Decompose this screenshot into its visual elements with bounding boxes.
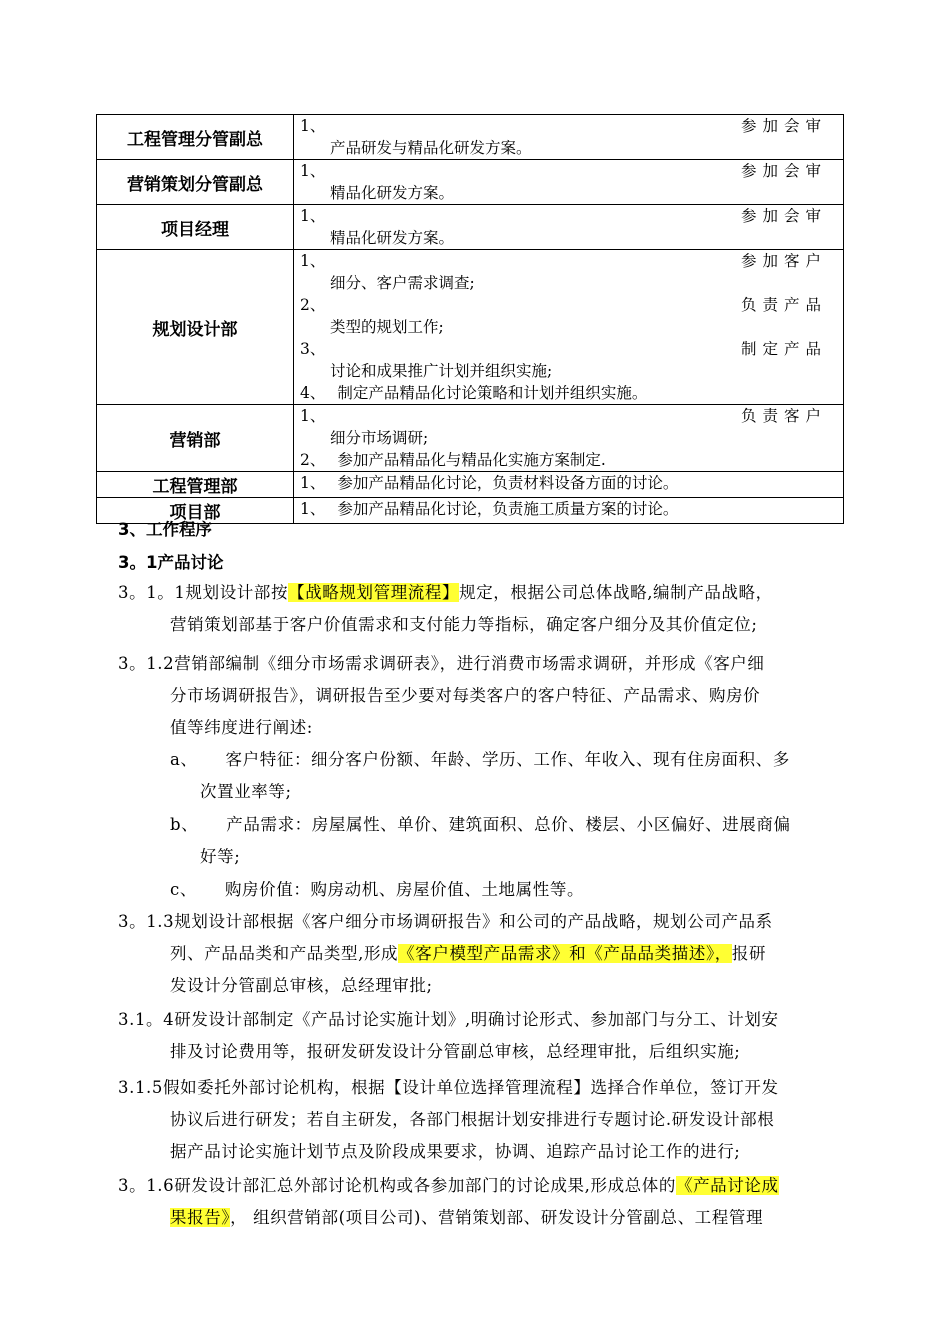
duty-item: 2、 参加产品精品化与精品化实施方案制定. [300,451,606,469]
paragraph-line: 好等; [200,847,241,866]
paragraph-line: 次置业率等; [200,782,292,801]
role-cell: 工程管理分管副总 [97,115,294,160]
paragraph-3-1-4: 3.1。4研发设计部制定《产品讨论实施计划》,明确讨论形式、参加部门与分工、计划安 [118,1010,779,1029]
highlight: 果报告》 [170,1208,231,1227]
duty-item: 1、 参加产品精品化讨论，负责施工质量方案的讨论。 [300,500,679,518]
list-item-a: a、 客户特征：细分客户份额、年龄、学历、工作、年收入、现有住房面积、多 [170,750,790,769]
role-cell: 工程管理部 [97,472,294,498]
subsection-heading: 3。1产品讨论 [118,553,224,572]
paragraph-3-1-5: 3.1.5假如委托外部讨论机构，根据【设计单位选择管理流程】选择合作单位，签订开发 [118,1078,779,1097]
duties-cell [294,205,844,250]
highlight: 《产品讨论成 [675,1176,779,1195]
duties-cell [294,472,844,498]
duty-item: 1、 参加会审 精品化研发方案。 [300,162,827,202]
section-heading: 3、工作程序 [118,520,212,539]
duties-cell [294,498,844,524]
duties-cell [294,160,844,205]
table-row [97,405,844,472]
table-row [97,472,844,498]
paragraph-line: 营销策划部基于客户价值需求和支付能力等指标，确定客户细分及其价值定位; [170,615,758,634]
role-cell: 营销策划分管副总 [97,160,294,205]
table-row [97,250,844,405]
paragraph-3-1-2: 3。1.2营销部编制《细分市场需求调研表》，进行消费市场需求调研，并形成《客户细 [118,654,765,673]
duty-item: 3、 制定产品 讨论和成果推广计划并组织实施; [300,340,827,380]
paragraph-line: 协议后进行研发；若自主研发，各部门根据计划安排进行专题讨论.研发设计部根 [170,1110,775,1129]
paragraph-line: 列、产品品类和产品类型,形成《客户模型产品需求》和《产品品类描述》，报研 [170,944,767,963]
paragraph-3-1-3: 3。1.3规划设计部根据《客户细分市场调研报告》和公司的产品战略，规划公司产品系 [118,912,773,931]
duty-item: 1、 参加客户 细分、客户需求调查; [300,252,827,292]
duty-item: 1、 参加会审 产品研发与精品化研发方案。 [300,117,827,157]
paragraph-line: 分市场调研报告》，调研报告至少要对每类客户的客户特征、产品需求、购房价 [170,686,761,705]
role-cell: 规划设计部 [97,250,294,405]
duty-item: 1、 负责客户 细分市场调研; [300,407,827,447]
table-row [97,160,844,205]
table-row [97,115,844,160]
highlight: 《客户模型产品需求》和《产品品类描述》， [398,944,732,963]
paragraph-3-1-6: 3。1.6研发设计部汇总外部讨论机构或各参加部门的讨论成果,形成总体的《产品讨论成 [118,1176,779,1195]
list-item-c: c、 购房价值：购房动机、房屋价值、土地属性等。 [170,880,585,899]
duty-item: 1、 参加会审 精品化研发方案。 [300,207,827,247]
highlight: 【战略规划管理流程】 [288,583,460,602]
duties-cell [294,115,844,160]
list-item-b: b、 产品需求：房屋属性、单价、建筑面积、总价、楼层、小区偏好、进展商偏 [170,815,791,834]
duty-item: 4、 制定产品精品化讨论策略和计划并组织实施。 [300,384,648,402]
paragraph-line: 据产品讨论实施计划节点及阶段成果要求，协调、追踪产品讨论工作的进行; [170,1142,741,1161]
paragraph-line: 排及讨论费用等，报研发研发设计分管副总审核，总经理审批，后组织实施; [170,1042,741,1061]
duties-cell [294,405,844,472]
paragraph-line: 值等纬度进行阐述: [170,718,313,737]
role-cell: 营销部 [97,405,294,472]
responsibility-table [96,114,844,524]
table-row [97,205,844,250]
paragraph-line: 果报告》， 组织营销部(项目公司)、营销策划部、研发设计分管副总、工程管理 [170,1208,764,1227]
duty-item: 1、 参加产品精品化讨论，负责材料设备方面的讨论。 [300,474,679,492]
duties-cell [294,250,844,405]
role-cell: 项目经理 [97,205,294,250]
duty-item: 2、 负责产品 类型的规划工作; [300,296,827,336]
paragraph-line: 发设计分管副总审核，总经理审批; [170,976,433,995]
paragraph-3-1-1: 3。1。1规划设计部按【战略规划管理流程】规定，根据公司总体战略,编制产品战略， [118,583,773,602]
role-cell: 项目部 [97,498,294,524]
